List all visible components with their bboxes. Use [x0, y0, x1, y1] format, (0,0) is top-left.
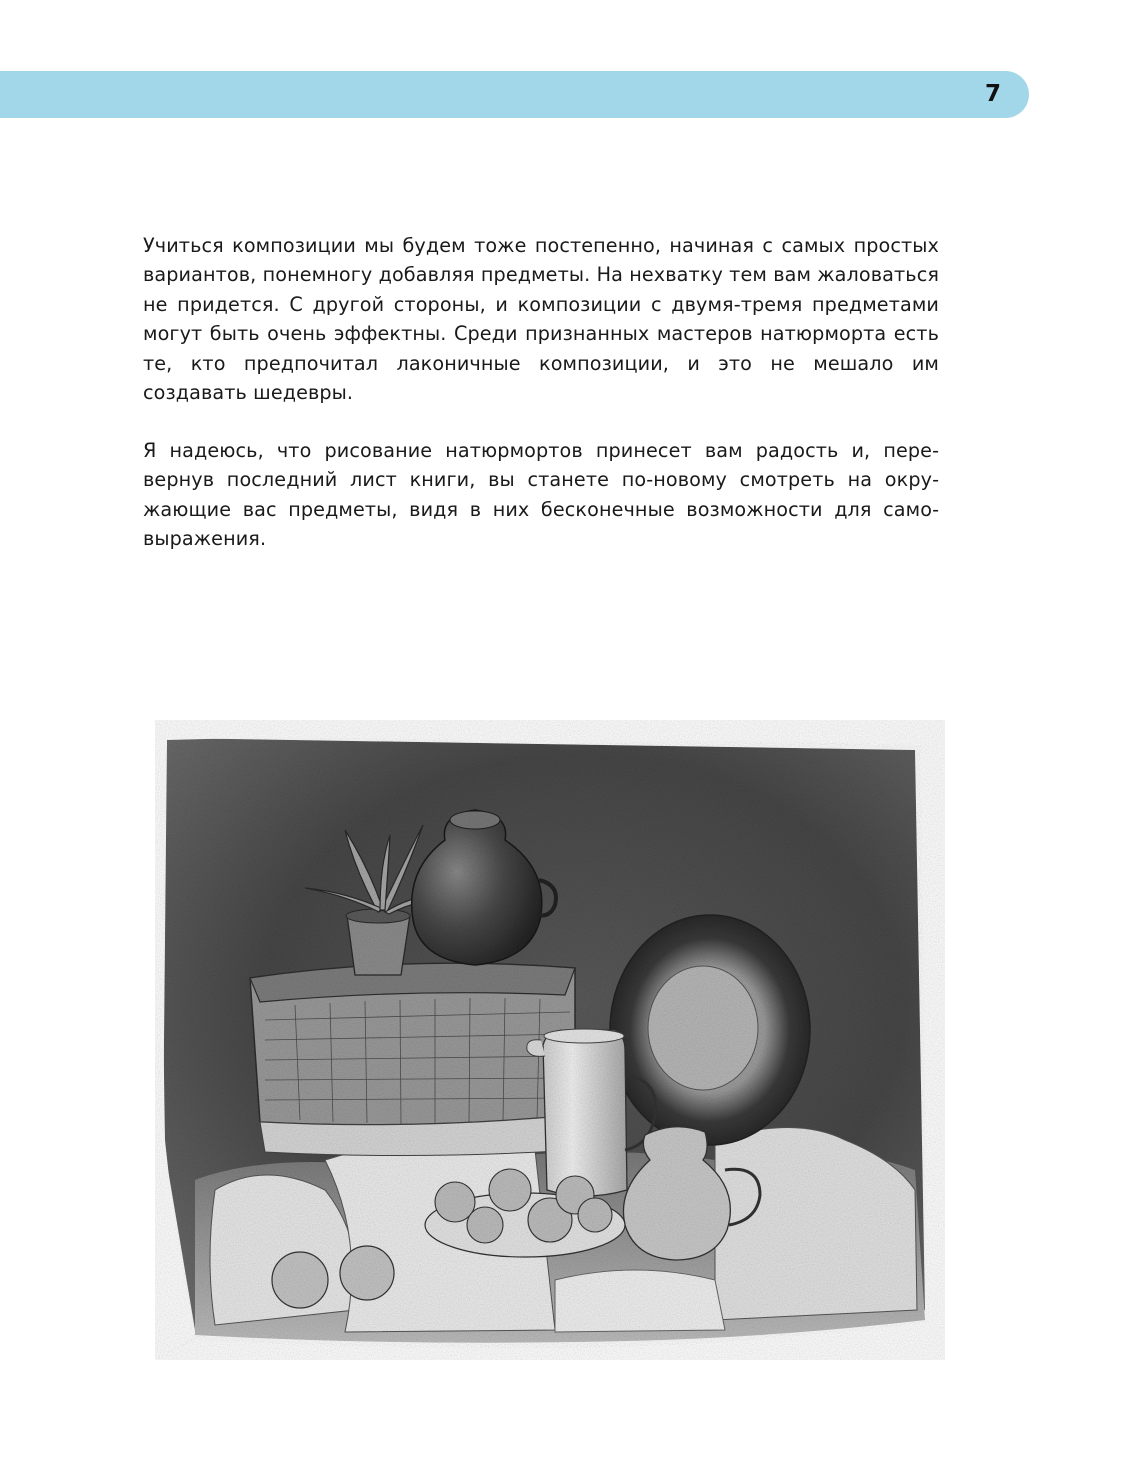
page-number: 7 [984, 81, 1001, 107]
header-band [0, 71, 1029, 118]
still-life-drawing [155, 720, 945, 1360]
paragraph-1: Учиться композиции мы будем тоже постепенно, начиная с самых простых вариантов, понемногу добавляя предметы. На нехватку тем вам жаловаться не придется. С другой стороны, и композиции с двумя-тремя предметами могут быть очень эффектны. Среди признанных мастеров натюрморта есть те, кто предпочитал лаконичные композиции, и это не мешало им создавать шедевры. [143, 234, 939, 405]
paragraph-2: Я надеюсь, что рисование натюрмортов принесет вам радость и, перевернув последний лист книги, вы станете по-новому смотреть на окружающие вас предметы, видя в них бесконечные возможности для самовыражения. [143, 439, 939, 551]
